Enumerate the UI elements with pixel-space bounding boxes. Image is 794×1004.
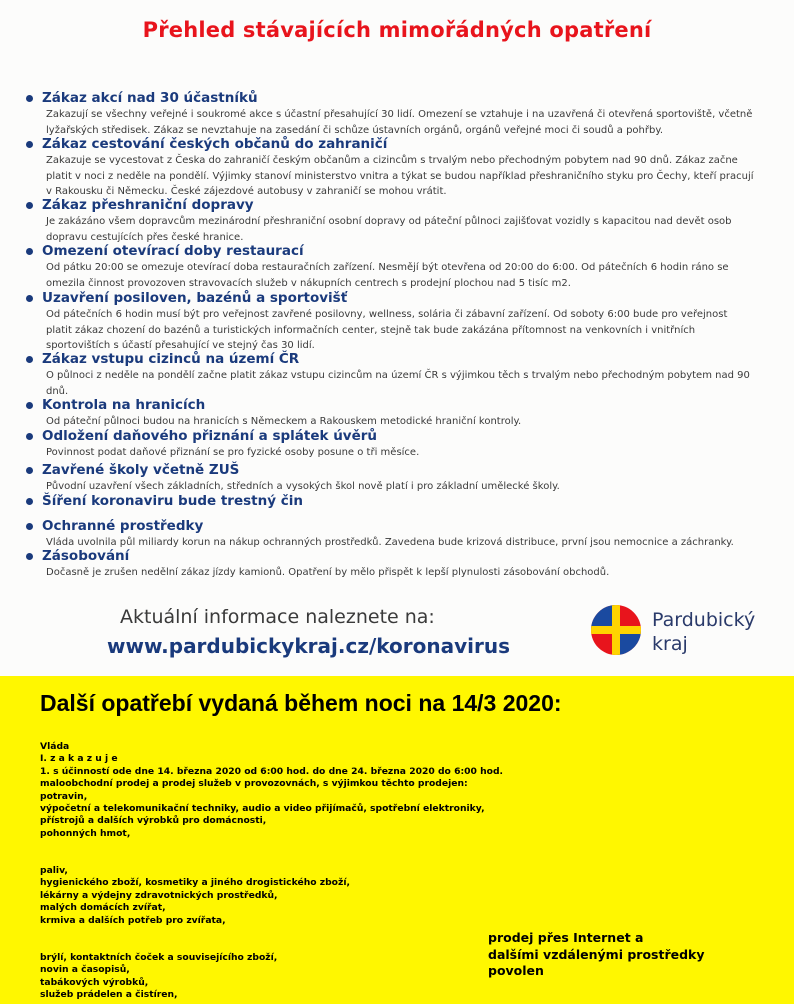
bullet-icon bbox=[26, 95, 33, 102]
measure-description: omezila činnost provozoven stravovacích služeb v nákupních centrech s prodejní plochou nad 5 tisíc m2. bbox=[46, 277, 571, 289]
measure-description: Vláda uvolnila půl miliardy korun na nákup ochranných prostředků. Zavedena bude krizová distribuce, první jsou nemocnice a záchranky. bbox=[46, 537, 734, 548]
notice-line: lékárny a výdejny zdravotnických prostředků, bbox=[40, 889, 278, 901]
measure-description: Od pátku 20:00 se omezuje otevírací doba restauračních zařízení. Nesmějí být otevřena od 20:00 do 6:00. Od pátečních 6 hodin ráno se bbox=[46, 262, 729, 273]
notice-line: tabákových výrobků, bbox=[40, 976, 149, 988]
measure-description: Povinnost podat daňové přiznání se pro fyzické osoby posune o tři měsíce. bbox=[46, 447, 420, 458]
measure-item bbox=[22, 90, 770, 138]
measure-item bbox=[22, 290, 770, 354]
measure-description: platit v noci z neděle na pondělí. Výjimky stanoví ministerstvo vnitra a týkat se budou například přeshraničního styku pro Čechy, kteří pracují bbox=[46, 170, 754, 182]
measure-heading: Omezení otevírací doby restaurací bbox=[42, 243, 304, 259]
measure-heading: Odložení daňového přiznání a splátek úvěrů bbox=[42, 428, 378, 444]
measure-description: Zakazují se všechny veřejné i soukromé akce s účastní přesahující 30 lidí. Omezení se vztahuje i na uzavřená či otevřená sportoviště, včetně bbox=[46, 109, 753, 120]
measure-heading: Ochranné prostředky bbox=[42, 518, 204, 534]
bullet-icon bbox=[26, 553, 33, 560]
info-text: Aktuální informace naleznete na: bbox=[120, 606, 435, 628]
measure-description: sportovištích s účastí přesahující ve stejný čas 30 lidí. bbox=[46, 340, 315, 351]
bullet-icon bbox=[26, 295, 33, 302]
bullet-icon bbox=[26, 356, 33, 363]
bullet-icon bbox=[26, 523, 33, 530]
page-title: Přehled stávajících mimořádných opatření bbox=[142, 18, 652, 42]
notice-line bbox=[40, 853, 600, 865]
notice-line: brýlí, kontaktních čoček a souvisejícího zboží, bbox=[40, 951, 278, 963]
measure-heading: Zavřené školy včetně ZUŠ bbox=[42, 462, 240, 478]
measure-item bbox=[22, 548, 770, 581]
notice-line: novin a časopisů, bbox=[40, 964, 130, 976]
bullet-icon bbox=[26, 402, 33, 409]
notice-line: krmiva a dalších potřeb pro zvířata, bbox=[40, 914, 226, 926]
notice-right-line: prodej přes Internet a bbox=[488, 930, 644, 945]
bullet-icon bbox=[26, 248, 33, 255]
notice-line: přístrojů a dalších výrobků pro domácnosti, bbox=[40, 815, 267, 827]
notice-right-line: dalšími vzdálenými prostředky bbox=[488, 946, 705, 962]
measure-item bbox=[22, 197, 770, 245]
notice-title: Další opatřebí vydaná během noci na 14/3 2020: bbox=[40, 690, 562, 716]
measure-description: v Rakousku či Německu. České zájezdové autobusy v zahraničí se mohou vrátit. bbox=[46, 186, 447, 197]
notice-internet-sales bbox=[488, 930, 768, 980]
measure-heading: Kontrola na hranicích bbox=[42, 397, 206, 413]
measure-heading: Zákaz akcí nad 30 účastníků bbox=[42, 90, 258, 106]
measure-description: Zakazuje se vycestovat z Česka do zahraničí českým občanům a cizincům s trvalým nebo přechodným pobytem nad 90 dnů. Zákaz začne bbox=[46, 155, 738, 166]
notice-line: maloobchodní prodej a prodej služeb v provozovnách, s výjimkou těchto prodejen: bbox=[40, 778, 468, 790]
notice-line: I. z a k a z u j e bbox=[40, 753, 118, 765]
notice-line: paliv, bbox=[40, 865, 68, 877]
measure-description: dopravu cestujících přes české hranice. bbox=[46, 231, 244, 243]
measure-description: Od páteční půlnoci budou na hranicích s Německem a Rakouskem metodické hraniční kontroly. bbox=[46, 416, 522, 427]
measure-item bbox=[22, 136, 770, 200]
measure-description: O půlnoci z neděle na pondělí začne platit zákaz vstupu cizincům na území ČR s výjimkou těch s trvalým nebo přechodným pobytem nad 90 bbox=[46, 370, 750, 381]
measure-description: platit zákaz chození do bazénů a turistických informačních center, stejně tak bude zakázána přítomnost na venkovních i vnitřních bbox=[46, 324, 696, 336]
info-url-link[interactable]: www.pardubickykraj.cz/koronavirus bbox=[107, 634, 510, 658]
measure-heading: Zákaz vstupu cizinců na území ČR bbox=[42, 351, 300, 367]
measure-heading: Zákaz přeshraniční dopravy bbox=[42, 197, 254, 213]
notice-line: výpočetní a telekomunikační techniky, audio a video přijímačů, spotřební elektroniky, bbox=[40, 803, 485, 815]
bullet-icon bbox=[26, 467, 33, 474]
measure-description: Je zakázáno všem dopravcům mezinárodní přeshraniční osobní dopravy od páteční půlnoci zajišťovat vozidly s kapacitou nad devět osob bbox=[46, 216, 732, 227]
notice-line: pohonných hmot, bbox=[40, 827, 131, 839]
notice-line: hygienického zboží, kosmetiky a jiného drogistického zboží, bbox=[40, 877, 350, 889]
measure-heading: Šíření koronaviru bude trestný čin bbox=[42, 493, 303, 509]
notice-right-line: povolen bbox=[488, 963, 544, 978]
measure-item bbox=[22, 518, 770, 551]
pardubicky-kraj-logo bbox=[590, 604, 642, 656]
notice-line bbox=[40, 840, 600, 852]
measure-heading: Zákaz cestování českých občanů do zahraničí bbox=[42, 136, 388, 152]
measure-heading: Zásobování bbox=[42, 548, 130, 564]
notice-line: 1. s účinností ode dne 14. března 2020 od 6:00 hod. do dne 24. března 2020 do 6:00 hod. bbox=[40, 765, 504, 777]
measure-description: Od pátečních 6 hodin musí být pro veřejnost zavřené posilovny, wellness, solária či zábavní zařízení. Od soboty 6:00 bude pro veřejnost bbox=[46, 309, 728, 320]
measure-description: Dočasně je zrušen nedělní zákaz jízdy kamionů. Opatření by mělo přispět k lepší plynulosti zásobování obchodů. bbox=[46, 567, 610, 578]
notice-line: Vláda bbox=[40, 741, 70, 752]
measure-item bbox=[22, 462, 770, 495]
measure-item bbox=[22, 243, 770, 291]
measure-item bbox=[22, 351, 770, 399]
bullet-icon bbox=[26, 433, 33, 440]
notice-line: malých domácích zvířat, bbox=[40, 902, 166, 914]
measure-description: Původní uzavření všech základních, středních a vysokých škol nově platí i pro základní umělecké školy. bbox=[46, 481, 560, 492]
measure-item bbox=[22, 493, 770, 509]
bullet-icon bbox=[26, 202, 33, 209]
notice-line: potravin, bbox=[40, 790, 88, 802]
measure-item bbox=[22, 397, 770, 430]
measure-description: lyžařských středisek. Zákaz se nevztahuje na zasedání či schůze ústavních orgánů, orgánů veřejné moci či soudů a pohřby. bbox=[46, 124, 664, 136]
bullet-icon bbox=[26, 141, 33, 148]
measure-description: dnů. bbox=[46, 385, 69, 397]
notice-line: služeb prádelen a čistíren, bbox=[40, 989, 178, 1001]
logo-name: Pardubický kraj bbox=[652, 609, 756, 655]
bullet-icon bbox=[26, 498, 33, 505]
measure-heading: Uzavření posiloven, bazénů a sportovišť bbox=[42, 290, 348, 306]
measure-item bbox=[22, 428, 770, 461]
